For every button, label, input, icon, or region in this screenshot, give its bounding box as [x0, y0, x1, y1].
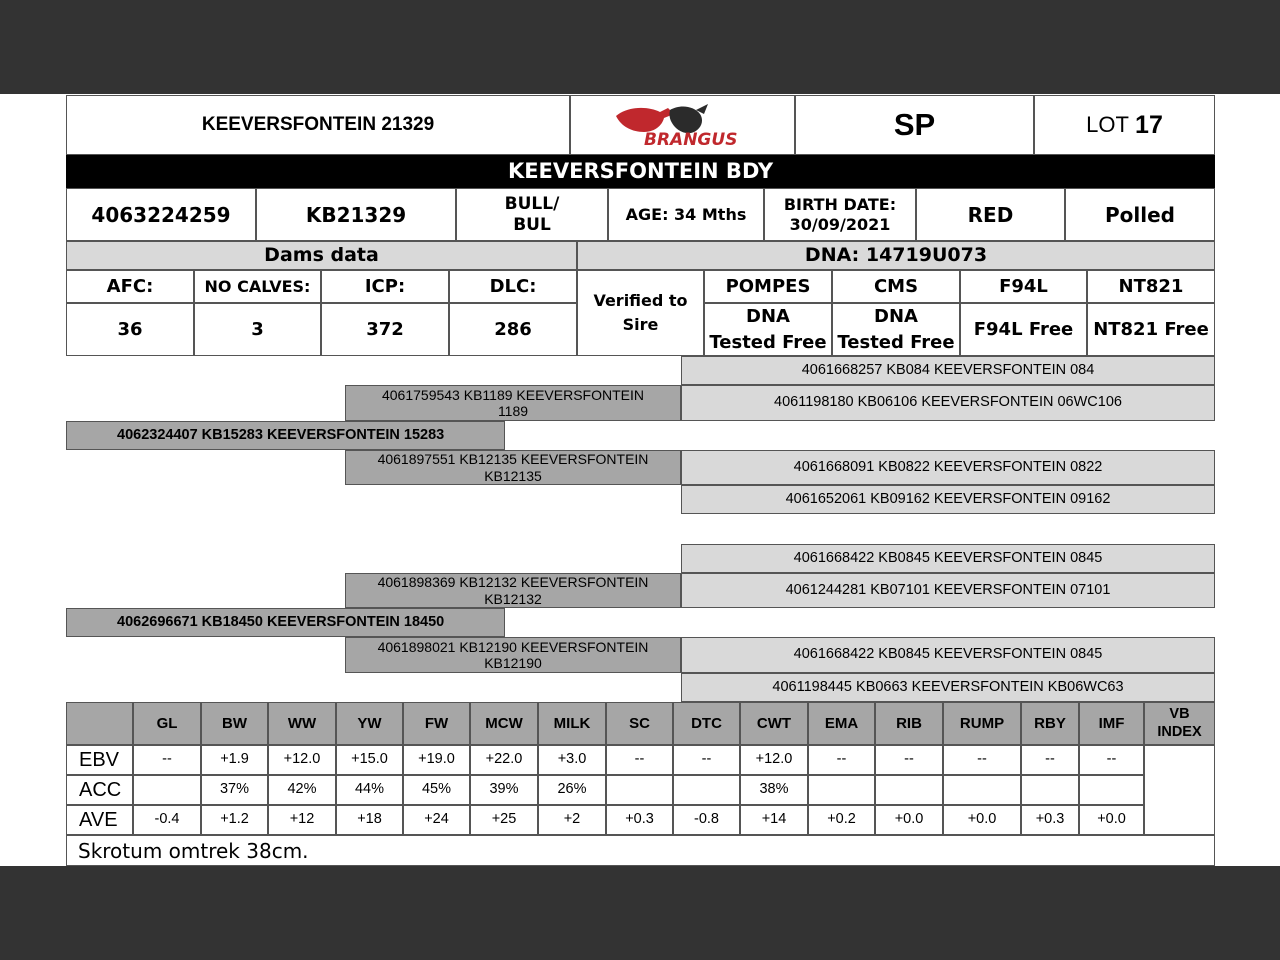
breeder-banner: KEEVERSFONTEIN BDY [66, 155, 1215, 188]
dams-heading: Dams data [66, 241, 577, 270]
pedigree-dam-dam-sire: 4061668422 KB0845 KEEVERSFONTEIN 0845 [681, 637, 1215, 673]
dna-value-pompes: DNA Tested Free [704, 303, 832, 356]
ebv-cell [808, 775, 875, 805]
colour: RED [916, 188, 1065, 241]
ebv-cell: +0.3 [1021, 805, 1079, 835]
pedigree-sire-dam-sire: 4061668091 KB0822 KEEVERSFONTEIN 0822 [681, 450, 1215, 485]
dam-label-calves: NO CALVES: [194, 270, 321, 303]
ebv-cell: +2 [538, 805, 606, 835]
ebv-cell: -- [606, 745, 673, 775]
horn-status: Polled [1065, 188, 1215, 241]
pedigree-sire-dam: 4061897551 KB12135 KEEVERSFONTEIN KB12135 [345, 450, 681, 485]
birth-date: BIRTH DATE: 30/09/2021 [764, 188, 916, 241]
pedigree-dam: 4062696671 KB18450 KEEVERSFONTEIN 18450 [66, 608, 505, 637]
ebv-cell: +0.0 [875, 805, 943, 835]
brangus-logo [570, 95, 795, 155]
ebv-cell: -- [1079, 745, 1144, 775]
ebv-cell [875, 775, 943, 805]
id-number: 4063224259 [66, 188, 256, 241]
ebv-row-label-ebv: EBV [66, 745, 133, 775]
ebv-header-mcw: MCW [470, 702, 538, 745]
ebv-cell: +1.2 [201, 805, 268, 835]
dam-value-afc: 36 [66, 303, 194, 356]
ebv-cell [606, 775, 673, 805]
pedigree-dam-dam-dam: 4061198445 KB0663 KEEVERSFONTEIN KB06WC63 [681, 673, 1215, 702]
ebv-cell: -- [875, 745, 943, 775]
code-sp: SP [795, 95, 1034, 155]
ebv-cell: -- [1021, 745, 1079, 775]
pedigree-sire-sire: 4061759543 KB1189 KEEVERSFONTEIN 1189 [345, 385, 681, 421]
ebv-cell: -- [673, 745, 740, 775]
ebv-table [66, 702, 1215, 835]
ebv-cell: 26% [538, 775, 606, 805]
pedigree-dam-sire-dam: 4061244281 KB07101 KEEVERSFONTEIN 07101 [681, 573, 1215, 608]
ebv-cell [943, 775, 1021, 805]
pedigree-dam-sire-sire: 4061668422 KB0845 KEEVERSFONTEIN 0845 [681, 544, 1215, 573]
dam-value-dlc: 286 [449, 303, 577, 356]
ebv-cell: +3.0 [538, 745, 606, 775]
pedigree-sire-dam-dam: 4061652061 KB09162 KEEVERSFONTEIN 09162 [681, 485, 1215, 514]
ebv-cell: 45% [403, 775, 470, 805]
ebv-cell: +1.9 [201, 745, 268, 775]
animal-name: KEEVERSFONTEIN 21329 [66, 95, 570, 155]
ebv-cell: +12 [268, 805, 336, 835]
ebv-cell: +22.0 [470, 745, 538, 775]
ebv-cell: +0.0 [943, 805, 1021, 835]
ebv-header-bw: BW [201, 702, 268, 745]
sex: BULL/ BUL [456, 188, 608, 241]
ebv-cell: 37% [201, 775, 268, 805]
pedigree-dam-dam: 4061898021 KB12190 KEEVERSFONTEIN KB12190 [345, 637, 681, 673]
ebv-header-ww: WW [268, 702, 336, 745]
ebv-cell: +0.0 [1079, 805, 1144, 835]
ebv-cell [673, 775, 740, 805]
ebv-header-imf: IMF [1079, 702, 1144, 745]
pedigree-dam-sire: 4061898369 KB12132 KEEVERSFONTEIN KB12132 [345, 573, 681, 608]
note: Skrotum omtrek 38cm. [66, 835, 1215, 866]
dna-value-cms: DNA Tested Free [832, 303, 960, 356]
ebv-corner [66, 702, 133, 745]
bull-head-icon [608, 102, 758, 148]
ebv-cell: -- [808, 745, 875, 775]
ebv-cell [1021, 775, 1079, 805]
dna-label-pompes: POMPES [704, 270, 832, 303]
ebv-cell: -- [943, 745, 1021, 775]
ebv-row-label-acc: ACC [66, 775, 133, 805]
ebv-cell: +12.0 [740, 745, 808, 775]
pedigree-sire-sire-sire: 4061668257 KB084 KEEVERSFONTEIN 084 [681, 356, 1215, 385]
ebv-header-dtc: DTC [673, 702, 740, 745]
ebv-cell: +19.0 [403, 745, 470, 775]
ebv-cell: +12.0 [268, 745, 336, 775]
ebv-cell: +18 [336, 805, 403, 835]
ebv-cell: +24 [403, 805, 470, 835]
ebv-cell: +0.2 [808, 805, 875, 835]
pedigree-sire: 4062324407 KB15283 KEEVERSFONTEIN 15283 [66, 421, 505, 450]
verified-to-sire: Verified to Sire [577, 270, 704, 356]
ebv-cell: +25 [470, 805, 538, 835]
lot-label: LOT [1086, 111, 1129, 137]
ebv-header-rib: RIB [875, 702, 943, 745]
ebv-header-sc: SC [606, 702, 673, 745]
dna-label-nt821: NT821 [1087, 270, 1215, 303]
ebv-cell: 42% [268, 775, 336, 805]
ebv-header-fw: FW [403, 702, 470, 745]
pedigree-sire-sire-dam: 4061198180 KB06106 KEEVERSFONTEIN 06WC106 [681, 385, 1215, 421]
ebv-row-label-ave: AVE [66, 805, 133, 835]
dna-heading: DNA: 14719U073 [577, 241, 1215, 270]
dna-value-f94l: F94L Free [960, 303, 1087, 356]
ebv-cell: -- [133, 745, 201, 775]
ebv-cell: 44% [336, 775, 403, 805]
dam-label-dlc: DLC: [449, 270, 577, 303]
dam-label-afc: AFC: [66, 270, 194, 303]
ebv-cell: +14 [740, 805, 808, 835]
vb-index-value [1144, 745, 1215, 835]
dam-label-icp: ICP: [321, 270, 449, 303]
lot-cell [1034, 95, 1215, 155]
ebv-cell: 39% [470, 775, 538, 805]
ebv-header-milk: MILK [538, 702, 606, 745]
svg-text:BRANGUS: BRANGUS [643, 130, 737, 148]
dam-value-icp: 372 [321, 303, 449, 356]
ebv-header-vb-index: VB INDEX [1144, 702, 1215, 745]
ebv-header-yw: YW [336, 702, 403, 745]
age: AGE: 34 Mths [608, 188, 764, 241]
dam-value-calves: 3 [194, 303, 321, 356]
top-dark-band [0, 0, 1280, 94]
ebv-cell: +15.0 [336, 745, 403, 775]
ebv-cell: +0.3 [606, 805, 673, 835]
dna-value-nt821: NT821 Free [1087, 303, 1215, 356]
ebv-header-rump: RUMP [943, 702, 1021, 745]
dna-label-f94l: F94L [960, 270, 1087, 303]
lot-number: 17 [1135, 111, 1163, 139]
ebv-header-rby: RBY [1021, 702, 1079, 745]
ebv-cell: -0.4 [133, 805, 201, 835]
ebv-header-ema: EMA [808, 702, 875, 745]
ebv-cell [133, 775, 201, 805]
bottom-dark-band [0, 866, 1280, 960]
ebv-cell [1079, 775, 1144, 805]
ebv-header-gl: GL [133, 702, 201, 745]
ebv-cell: 38% [740, 775, 808, 805]
herd-code: KB21329 [256, 188, 456, 241]
ebv-cell: -0.8 [673, 805, 740, 835]
ebv-header-cwt: CWT [740, 702, 808, 745]
dna-label-cms: CMS [832, 270, 960, 303]
